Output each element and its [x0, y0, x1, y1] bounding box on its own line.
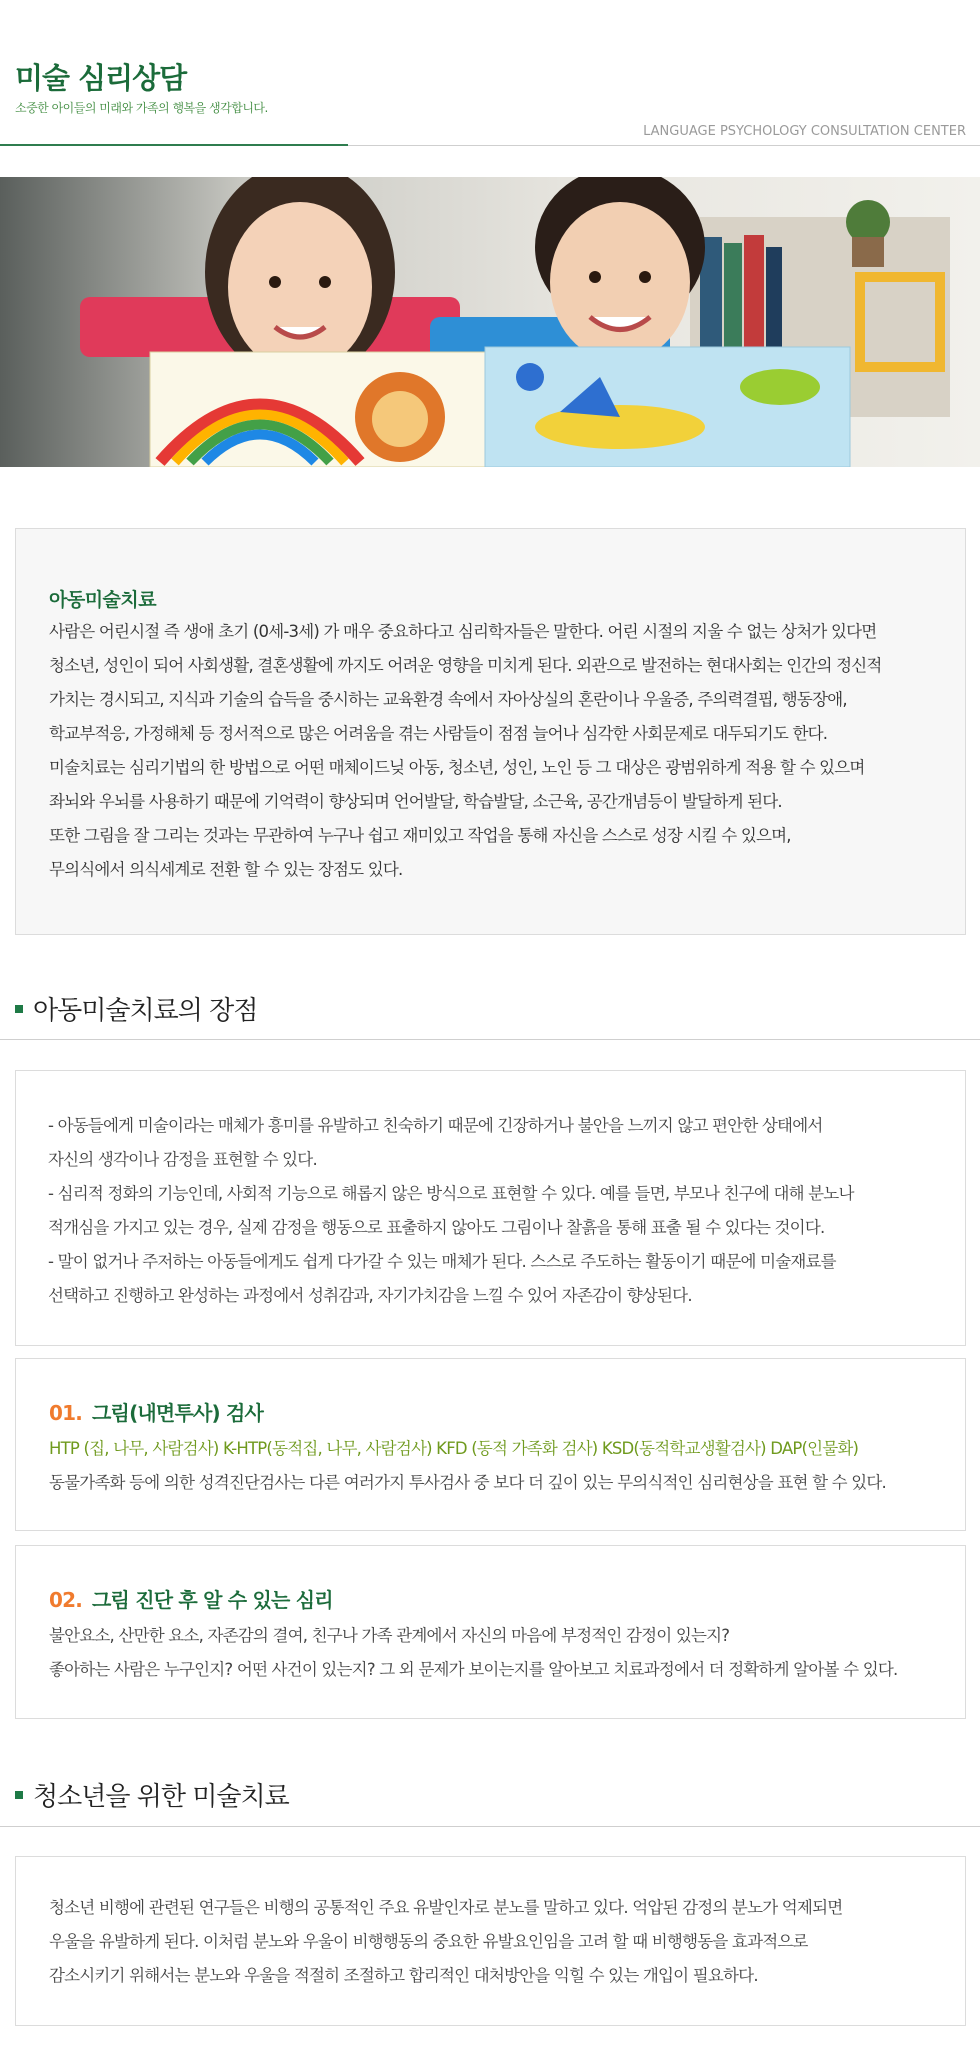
header-divider-accent — [0, 144, 348, 146]
bullet-square-icon — [15, 1005, 23, 1013]
youth-heading-text: 청소년을 위한 미술치료 — [33, 1782, 289, 1812]
advantage-line: 자신의 생각이나 감정을 표현할 수 있다. — [48, 1150, 317, 1169]
advantage-line: 선택하고 진행하고 완성하는 과정에서 성취감과, 자기가치감을 느낄 수 있어 자존감이 향상된다. — [48, 1286, 692, 1305]
hero-image — [0, 177, 980, 467]
youth-box — [15, 1856, 966, 2026]
advantage-line: - 아동들에게 미술이라는 매체가 흥미를 유발하고 친숙하기 때문에 긴장하거나 불안을 느끼지 않고 편안한 상태에서 — [48, 1116, 823, 1135]
intro-line: 사람은 어린시절 즉 생애 초기 (0세-3세) 가 매우 중요하다고 심리학자들은 말한다. 어린 시절의 지울 수 없는 상처가 있다면 — [49, 622, 877, 641]
page-subtitle: 소중한 아이들의 미래와 가족의 행복을 생각합니다. — [15, 101, 268, 115]
advantages-heading-text: 아동미술치료의 장점 — [33, 996, 258, 1026]
intro-box — [15, 528, 966, 935]
test-list: HTP (집, 나무, 사람검사) K-HTP(동적집, 나무, 사람검사) KFD (동적 가족화 검사) KSD(동적학교생활검사) DAP(인물화) — [49, 1439, 859, 1458]
intro-line: 또한 그림을 잘 그리는 것과는 무관하여 누구나 쉽고 재미있고 작업을 통해 자신을 스스로 성장 시킬 수 있으며, — [49, 826, 791, 845]
page-header — [0, 0, 980, 148]
youth-heading — [15, 1776, 289, 1813]
intro-title: 아동미술치료 — [49, 589, 157, 611]
card-number: 01. — [49, 1401, 83, 1425]
intro-line: 좌뇌와 우뇌를 사용하기 때문에 기억력이 향상되며 언어발달, 학습발달, 소근육, 공간개념등이 발달하게 된다. — [49, 792, 782, 811]
intro-line: 학교부적응, 가정해체 등 정서적으로 많은 어려움을 겪는 사람들이 점점 늘어나 심각한 사회문제로 대두되기도 한다. — [49, 724, 828, 743]
intro-line: 미술치료는 심리기법의 한 방법으로 어떤 매체이드닞 아동, 청소년, 성인, 노인 등 그 대상은 광범위하게 적용 할 수 있으며 — [49, 758, 865, 777]
center-label: LANGUAGE PSYCHOLOGY CONSULTATION CENTER — [643, 124, 966, 139]
card-description: 동물가족화 등에 의한 성격진단검사는 다른 여러가지 투사검사 중 보다 더 깊이 있는 무의식적인 심리현상을 표현 할 수 있다. — [49, 1473, 886, 1492]
card-description: 좋아하는 사람은 누구인지? 어떤 사건이 있는지? 그 외 문제가 보이는지를 알아보고 치료과정에서 더 정확하게 알아볼 수 있다. — [49, 1660, 898, 1679]
card-number: 02. — [49, 1588, 83, 1612]
test-card-02 — [15, 1545, 966, 1719]
advantages-box — [15, 1070, 966, 1346]
card-title — [49, 1397, 263, 1426]
section-divider — [0, 1826, 980, 1827]
bullet-square-icon — [15, 1791, 23, 1799]
advantages-list — [48, 1109, 948, 1313]
card-title — [49, 1584, 333, 1613]
youth-text — [49, 1891, 949, 1993]
section-divider — [0, 1039, 980, 1040]
card-title-text: 그림 진단 후 알 수 있는 심리 — [92, 1588, 333, 1612]
hero-illustration — [0, 177, 980, 467]
advantage-line: - 말이 없거나 주저하는 아동들에게도 쉽게 다가갈 수 있는 매체가 된다. 스스로 주도하는 활동이기 때문에 미술재료를 — [48, 1252, 836, 1271]
youth-line: 청소년 비행에 관련된 연구들은 비행의 공통적인 주요 유발인자로 분노를 말하고 있다. 억압된 감정의 분노가 억제되면 — [49, 1898, 843, 1917]
advantage-line: 적개심을 가지고 있는 경우, 실제 감정을 행동으로 표출하지 않아도 그림이나 찰흙을 통해 표출 될 수 있다는 것이다. — [48, 1218, 825, 1237]
advantage-line: - 심리적 정화의 기능인데, 사회적 기능으로 해롭지 않은 방식으로 표현할 수 있다. 예를 들면, 부모나 친구에 대해 분노나 — [48, 1184, 854, 1203]
card-title-text: 그림(내면투사) 검사 — [92, 1401, 264, 1425]
intro-text — [49, 615, 939, 887]
intro-line: 무의식에서 의식세계로 전환 할 수 있는 장점도 있다. — [49, 860, 403, 879]
test-card-01 — [15, 1358, 966, 1531]
youth-line: 우울을 유발하게 된다. 이처럼 분노와 우울이 비행행동의 중요한 유발요인임을 고려 할 때 비행행동을 효과적으로 — [49, 1932, 808, 1951]
advantages-heading — [15, 990, 257, 1027]
page-title: 미술 심리상담 — [15, 61, 187, 95]
youth-line: 감소시키기 위해서는 분노와 우울을 적절히 조절하고 합리적인 대처방안을 익힐 수 있는 개입이 필요하다. — [49, 1966, 758, 1985]
intro-line: 가치는 경시되고, 지식과 기술의 습득을 중시하는 교육환경 속에서 자아상실의 혼란이나 우울증, 주의력결핍, 행동장애, — [49, 690, 847, 709]
card-description: 불안요소, 산만한 요소, 자존감의 결여, 친구나 가족 관계에서 자신의 마음에 부정적인 감정이 있는지? — [49, 1626, 730, 1645]
intro-line: 청소년, 성인이 되어 사회생활, 결혼생활에 까지도 어려운 영향을 미치게 된다. 외관으로 발전하는 현대사회는 인간의 정신적 — [49, 656, 882, 675]
